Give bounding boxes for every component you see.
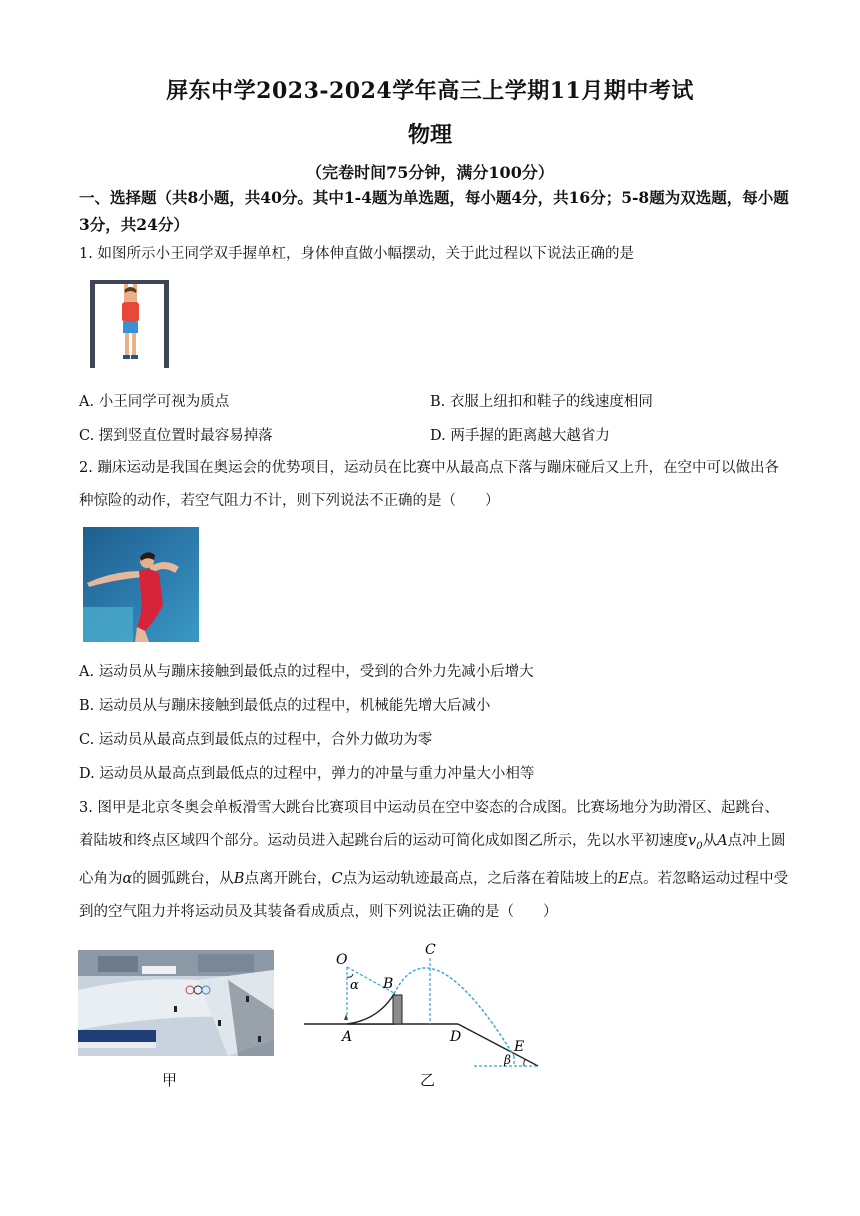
figure-trajectory-diagram (300, 938, 550, 1070)
subject-title: 物理 (407, 122, 452, 148)
arc-ramp (347, 994, 394, 1024)
label-O: O (336, 952, 348, 968)
question-1-stem: 1. 如图所示小王同学双手握单杠，身体伸直做小幅摆动，关于此过程以下说法正确的是 (79, 246, 634, 262)
q1-option-c: C. 摆到竖直位置时最容易掉落 (79, 428, 273, 444)
q2-option-c: C. 运动员从最高点到最低点的过程中，合外力做功为零 (79, 732, 433, 748)
label-D: D (450, 1029, 462, 1045)
q1-option-a: A. 小王同学可视为质点 (79, 394, 230, 410)
exam-title: 屏东中学2023-2024学年高三上学期11月期中考试 (166, 78, 694, 104)
bar-top (90, 280, 169, 284)
q1-option-b: B. 衣服上纽扣和鞋子的线速度相同 (430, 394, 653, 410)
left-leg (125, 333, 129, 355)
label-alpha: α (350, 978, 359, 993)
q2-option-b: B. 运动员从与蹦床接触到最低点的过程中，机械能先增大后减小 (79, 698, 491, 714)
label-beta: β (504, 1053, 511, 1067)
v0-symbol: $v_0$ (688, 833, 703, 852)
alpha-arc (347, 974, 353, 977)
question-3-stem: 3. 图甲是北京冬奥会单板滑雪大跳台比赛项目中运动员在空中姿态的合成图。比赛场地分为助滑区、起跳台、着陆坡和终点区域四个部分。运动员进入起跳台后的运动可简化成如图乙所示，先以水平初速度$v_0$从A点冲上圆心角为α的圆弧跳台，从B点离开跳台，C点为运动轨迹最高点，之后落在着陆坡上的E点。若忽略运动过程中受到的空气阻力并将运动员及其装备看成质点，则下列说法正确的是（ ） (79, 800, 789, 920)
caption-yi: 乙 (420, 1071, 436, 1089)
shorts (123, 322, 138, 333)
label-E: E (514, 1039, 525, 1055)
bar-post-left (90, 280, 95, 368)
label-A: A (342, 1029, 353, 1045)
ramp-block (393, 995, 402, 1024)
figure-trampoline-photo (83, 527, 199, 642)
q2-option-d: D. 运动员从最高点到最低点的过程中，弹力的冲量与重力冲量大小相等 (79, 766, 535, 782)
question-2-stem: 2. 蹦床运动是我国在奥运会的优势项目，运动员在比赛中从最高点下落与蹦床碰后又上升，在空中可以做出各种惊险的动作，若空气阻力不计，则下列说法不正确的是（ ） (79, 460, 779, 509)
q2-option-a: A. 运动员从与蹦床接触到最低点的过程中，受到的合外力先减小后增大 (79, 664, 534, 680)
left-shoe (123, 355, 130, 359)
right-leg (132, 333, 136, 355)
bar-post-right (164, 280, 169, 368)
shirt (122, 302, 139, 322)
section-heading: 一、选择题（共8小题，共40分。其中1-4题为单选题，每小题4分，共16分；5-8题为双选题，每小题3分，共24分） (79, 188, 789, 234)
label-B: B (383, 976, 394, 992)
figure-bigair-photo (78, 950, 274, 1056)
q1-option-d: D. 两手握的距离越大越省力 (430, 428, 610, 444)
caption-jia: 甲 (162, 1071, 178, 1089)
label-C: C (425, 942, 436, 958)
exam-note: （完卷时间75分钟，满分100分） (306, 163, 554, 182)
figure-pullup (86, 276, 174, 370)
right-shoe (131, 355, 138, 359)
